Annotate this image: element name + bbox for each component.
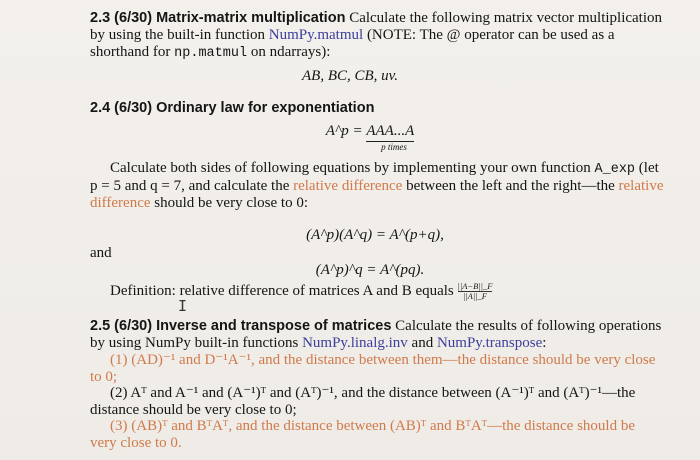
note-text: (NOTE: The: [363, 27, 447, 43]
at-operator: @: [446, 27, 461, 43]
section-2-5-title: 2.5 (6/30) Inverse and transpose of matrices: [90, 318, 392, 334]
numpy-linalg-inv-link[interactable]: NumPy.linalg.inv: [302, 335, 408, 351]
section-2-5: [90, 318, 665, 352]
section-2-4: [90, 100, 665, 117]
and-word: and: [407, 335, 437, 351]
colon: :: [542, 335, 547, 351]
exponent-rhs: AAA...A: [366, 123, 414, 142]
fraction-numerator: ||A−B||_F: [457, 281, 493, 291]
fraction-denominator: ||A||_F: [463, 291, 487, 301]
equation-power: (A^p)^q = A^(pq).: [315, 262, 425, 278]
para-text-c: between the left and the right—the: [402, 178, 619, 194]
relative-difference-link-1[interactable]: relative difference: [293, 178, 403, 194]
definition-line: [110, 282, 670, 301]
a-exp-function: A_exp: [594, 162, 636, 177]
matrix-products: AB, BC, CB, uv.: [302, 68, 398, 84]
relative-difference-fraction: [458, 282, 493, 301]
numpy-transpose-link[interactable]: NumPy.transpose: [436, 335, 543, 351]
item-2: (2) Aᵀ and A⁻¹ and (A⁻¹)ᵀ and (Aᵀ)⁻¹, and the distance between (A⁻¹)ᵀ and (Aᵀ)⁻¹—the distance should be very close to 0;: [90, 385, 636, 418]
para-text-b: (let p = 5 and q = 7, and calculate the: [90, 160, 659, 194]
p-times-label: p times: [381, 142, 407, 152]
and-label: and: [90, 245, 112, 261]
exponent-definition: [300, 123, 440, 152]
para-text-d: should be very close to 0:: [150, 195, 308, 211]
numpy-matmul-link[interactable]: NumPy.matmul: [268, 27, 364, 43]
section-2-4-paragraph: [90, 160, 665, 212]
section-2-5-text: Calculate the results of following operations by using NumPy built-in functions: [90, 318, 662, 351]
text-cursor-icon: I: [178, 297, 188, 315]
equation-product: (A^p)(A^q) = A^(p+q),: [306, 227, 444, 243]
item-3: (3) (AB)ᵀ and BᵀAᵀ, and the distance between (AB)ᵀ and BᵀAᵀ—the distance should be very close to 0.: [90, 418, 635, 451]
section-2-3-title: 2.3 (6/30) Matrix-matrix multiplication: [90, 10, 346, 26]
relative-difference-link-2[interactable]: relative difference: [90, 178, 664, 211]
section-2-4-title: 2.4 (6/30) Ordinary law for exponentiation: [90, 100, 375, 116]
np-matmul-code: np.matmul: [174, 46, 248, 61]
note-text-3: on ndarrays):: [247, 44, 331, 60]
section-2-3: [90, 10, 665, 62]
definition-text: Definition: relative difference of matrices A and B equals: [110, 282, 458, 299]
para-text-a: Calculate both sides of following equations by implementing your own function: [110, 160, 595, 176]
exponent-lhs: A^p =: [325, 123, 367, 139]
item-1: (1) (AD)⁻¹ and D⁻¹A⁻¹, and the distance between them—the distance should be very close to 0;: [90, 352, 656, 385]
note-text-2: operator can be used as a shorthand for: [90, 27, 615, 60]
section-2-3-text: Calculate the following matrix vector multiplication by using the built-in function: [90, 10, 663, 43]
